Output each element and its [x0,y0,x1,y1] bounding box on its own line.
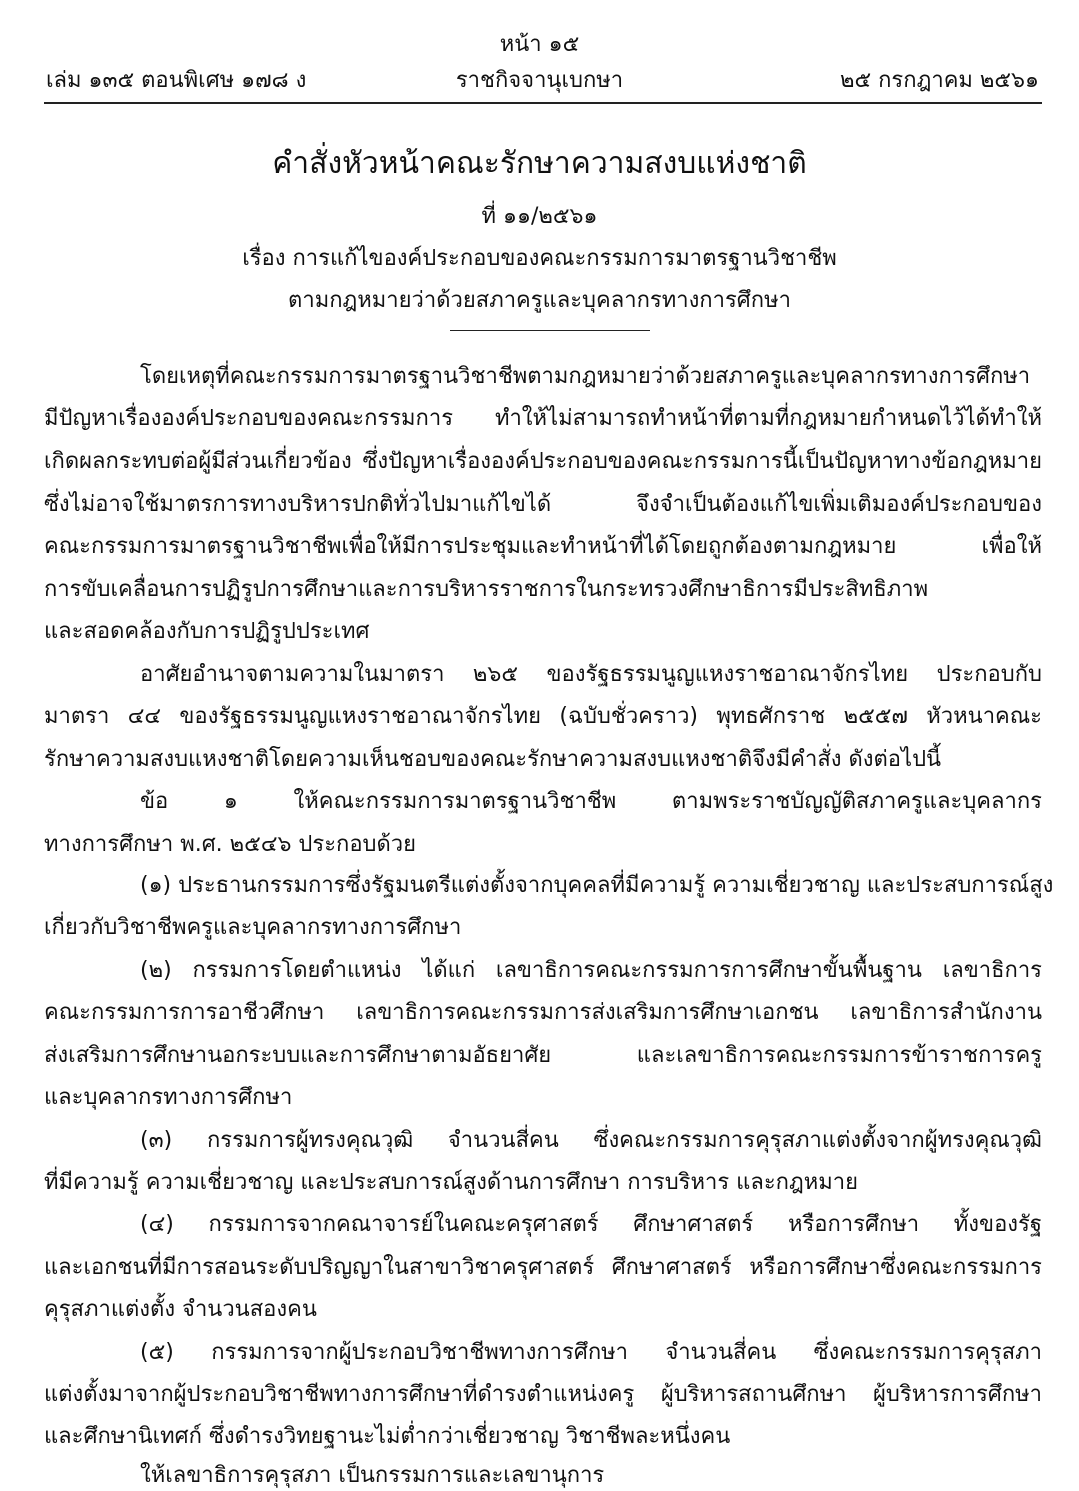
body-line: ทางการศึกษา พ.ศ. ๒๕๔๖ ประกอบด้วย [44,832,417,857]
body-line: เกี่ยวกับวิชาชีพครูและบุคลากรทางการศึกษา [44,915,462,940]
body-line: มาตรา ๔๔ ของรัฐธรรมนูญแหงราชอาณาจักรไทย (ฉบับชั่วคราว) พุทธศักราช ๒๕๕๗ หัวหนาคณะ [44,704,1042,729]
body-line: ส่งเสริมการศึกษานอกระบบและการศึกษาตามอัธยาศัย และเลขาธิการคณะกรรมการข้าราชการครู [44,1043,1042,1068]
body-line: ข้อ ๑ ให้คณะกรรมการมาตรฐานวิชาชีพ ตามพระราชบัญญัติสภาครูและบุคลากร [140,789,1042,814]
title-divider [450,330,650,331]
body-line: (๕) กรรมการจากผู้ประกอบวิชาชีพทางการศึกษา จำนวนสี่คน ซึ่งคณะกรรมการคุรุสภา [140,1340,1042,1365]
body-line: (๔) กรรมการจากคณาจารย์ในคณะครุศาสตร์ ศึกษาศาสตร์ หรือการศึกษา ทั้งของรัฐ [140,1212,1042,1237]
gazette-volume-issue: เล่ม ๑๓๕ ตอนพิเศษ ๑๗๘ ง [46,68,307,93]
body-line: มีปัญหาเรื่ององค์ประกอบของคณะกรรมการ ทำให้ไม่สามารถทำหน้าที่ตามที่กฎหมายกำหนดไว้ได้ทำให้ [44,406,1042,431]
body-line: อาศัยอำนาจตามความในมาตรา ๒๖๕ ของรัฐธรรมนูญแหงราชอาณาจักรไทย ประกอบกับ [140,662,1042,687]
body-line: รักษาความสงบแหงชาติโดยความเห็นชอบของคณะรักษาความสงบแหงชาติจึงมีคำสั่ง ดังต่อไปนี้ [44,747,942,772]
body-line: เกิดผลกระทบต่อผู้มีส่วนเกี่ยวข้อง ซึ่งปัญหาเรื่ององค์ประกอบของคณะกรรมการนี้เป็นปัญหาทางข้อกฎหมาย [44,449,1042,474]
body-line: (๒) กรรมการโดยตำแหน่ง ได้แก่ เลขาธิการคณะกรรมการการศึกษาขั้นพื้นฐาน เลขาธิการ [140,958,1042,983]
body-line: การขับเคลื่อนการปฏิรูปการศึกษาและการบริหารราชการในกระทรวงศึกษาธิการมีประสิทธิภาพ [44,577,929,602]
subject-line-1: เรื่อง การแก้ไของค์ประกอบของคณะกรรมการมาตรฐานวิชาชีพ [242,246,837,271]
page-number: หน้า ๑๕ [499,32,580,57]
body-line: ซึ่งไม่อาจใช้มาตรการทางบริหารปกติทั่วไปมาแก้ไขได้ จึงจำเป็นต้องแก้ไขเพิ่มเติมองค์ประกอบของ [44,492,1042,517]
body-line: โดยเหตุที่คณะกรรมการมาตรฐานวิชาชีพตามกฎหมายว่าด้วยสภาครูและบุคลากรทางการศึกษา [140,364,1031,389]
subject-line-2: ตามกฎหมายว่าด้วยสภาครูและบุคลากรทางการศึกษา [288,288,791,313]
body-line: และสอดคล้องกับการปฏิรูปประเทศ [44,619,370,644]
gazette-date: ๒๕ กรกฎาคม ๒๕๖๑ [839,68,1039,93]
order-number: ที่ ๑๑/๒๕๖๑ [481,204,598,229]
body-line: ที่มีความรู้ ความเชี่ยวชาญ และประสบการณ์สูงด้านการศึกษา การบริหาร และกฎหมาย [44,1170,858,1195]
body-line: (๓) กรรมการผู้ทรงคุณวุฒิ จำนวนสี่คน ซึ่งคณะกรรมการคุรุสภาแต่งตั้งจากผู้ทรงคุณวุฒิ [140,1128,1042,1153]
document-title: คำสั่งหัวหน้าคณะรักษาความสงบแห่งชาติ [272,146,807,181]
body-line: คุรุสภาแต่งตั้ง จำนวนสองคน [44,1297,317,1322]
body-line: และบุคลากรทางการศึกษา [44,1085,293,1110]
body-line: และเอกชนที่มีการสอนระดับปริญญาในสาขาวิชาครุศาสตร์ ศึกษาศาสตร์ หรือการศึกษาซึ่งคณะกรรมการ [44,1255,1042,1280]
body-line: (๑) ประธานกรรมการซึ่งรัฐมนตรีแต่งตั้งจากบุคคลที่มีความรู้ ความเชี่ยวชาญ และประสบการณ์สูง [140,873,1054,898]
body-line: และศึกษานิเทศก์ ซึ่งดำรงวิทยฐานะไม่ต่ำกว่าเชี่ยวชาญ วิชาชีพละหนึ่งคน [44,1424,731,1449]
header-divider [44,102,1042,104]
body-line: แต่งตั้งมาจากผู้ประกอบวิชาชีพทางการศึกษาที่ดำรงตำแหน่งครู ผู้บริหารสถานศึกษา ผู้บริหารการศึกษา [44,1382,1042,1407]
body-line: คณะกรรมการการอาชีวศึกษา เลขาธิการคณะกรรมการส่งเสริมการศึกษาเอกชน เลขาธิการสำนักงาน [44,1000,1042,1025]
body-line: ให้เลขาธิการคุรุสภา เป็นกรรมการและเลขานุการ [140,1463,605,1488]
gazette-name: ราชกิจจานุเบกษา [455,68,624,93]
body-line: คณะกรรมการมาตรฐานวิชาชีพเพื่อให้มีการประชุมและทำหน้าที่ได้โดยถูกต้องตามกฎหมาย เพื่อให้ [44,534,1042,559]
